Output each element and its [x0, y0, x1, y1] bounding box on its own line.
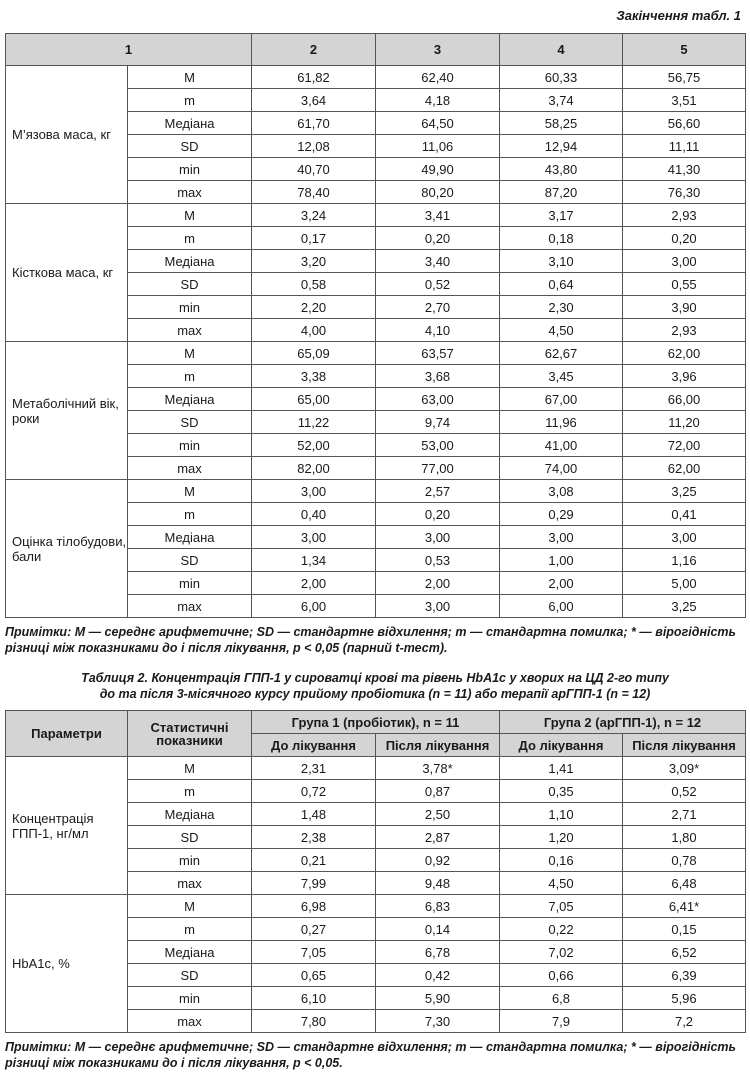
table-1-value-cell: 2,70 [376, 296, 500, 319]
table-1-stat-cell: max [128, 595, 252, 618]
table-1-value-cell: 3,00 [376, 526, 500, 549]
table-1-value-cell: 56,60 [623, 112, 746, 135]
table-1-stat-cell: m [128, 365, 252, 388]
table-1-value-cell: 41,30 [623, 158, 746, 181]
table-1-value-cell: 3,25 [623, 480, 746, 503]
table-1-stat-cell: Медіана [128, 388, 252, 411]
table-1-value-cell: 11,20 [623, 411, 746, 434]
table-1-body [6, 66, 746, 618]
table-1-value-cell: 0,20 [376, 503, 500, 526]
table-2-header-stat: Статистичні показники [128, 711, 252, 757]
table-2-value-cell: 1,80 [623, 826, 746, 849]
table-1-stat-cell: min [128, 434, 252, 457]
table-1-value-cell: 4,50 [500, 319, 623, 342]
table-1-row [6, 66, 746, 89]
table-1-value-cell: 12,94 [500, 135, 623, 158]
table-1-value-cell: 53,00 [376, 434, 500, 457]
table-2-value-cell: 0,21 [252, 849, 376, 872]
table-2-value-cell: 0,66 [500, 964, 623, 987]
table-1-value-cell: 3,51 [623, 89, 746, 112]
table-2-stat-cell: SD [128, 964, 252, 987]
table-1-value-cell: 3,96 [623, 365, 746, 388]
table-1-header-1: 1 [6, 34, 252, 66]
table-1-value-cell: 11,96 [500, 411, 623, 434]
table-1-value-cell: 0,20 [376, 227, 500, 250]
table-1-value-cell: 63,00 [376, 388, 500, 411]
table-2-value-cell: 0,72 [252, 780, 376, 803]
table-2-value-cell: 3,78* [376, 757, 500, 780]
table-1-value-cell: 67,00 [500, 388, 623, 411]
table-2-value-cell: 0,16 [500, 849, 623, 872]
table-1-stat-cell: max [128, 319, 252, 342]
table-1-param-cell: М’язова маса, кг [6, 66, 128, 204]
table-1-value-cell: 87,20 [500, 181, 623, 204]
table-1-value-cell: 3,00 [252, 526, 376, 549]
table-1-stat-cell: m [128, 503, 252, 526]
table-1-value-cell: 82,00 [252, 457, 376, 480]
table-1-value-cell: 72,00 [623, 434, 746, 457]
table-1-value-cell: 3,90 [623, 296, 746, 319]
table-2-header-row-1 [6, 711, 746, 734]
table-1-param-cell: Кісткова маса, кг [6, 204, 128, 342]
table-1-value-cell: 4,10 [376, 319, 500, 342]
table-1-value-cell: 0,55 [623, 273, 746, 296]
table-1-value-cell: 2,57 [376, 480, 500, 503]
table-1-value-cell: 58,25 [500, 112, 623, 135]
table-1-stat-cell: min [128, 296, 252, 319]
table-1-value-cell: 65,09 [252, 342, 376, 365]
table-2-header-g1-before: До лікування [252, 734, 376, 757]
table-1-stat-cell: M [128, 66, 252, 89]
table-1-value-cell: 4,00 [252, 319, 376, 342]
table-2-value-cell: 6,52 [623, 941, 746, 964]
table-2-caption-line-1: Таблиця 2. Концентрація ГПП-1 у сироватці крові та рівень HbA1c у хворих на ЦД 2-го типу [81, 671, 669, 685]
table-1-row [6, 342, 746, 365]
table-1-value-cell: 12,08 [252, 135, 376, 158]
table-1-value-cell: 43,80 [500, 158, 623, 181]
table-2-value-cell: 2,50 [376, 803, 500, 826]
table-1-value-cell: 4,18 [376, 89, 500, 112]
table-1-value-cell: 0,20 [623, 227, 746, 250]
table-2-value-cell: 0,27 [252, 918, 376, 941]
table-1-value-cell: 0,17 [252, 227, 376, 250]
table-2-value-cell: 7,99 [252, 872, 376, 895]
table-1-stat-cell: Медіана [128, 112, 252, 135]
table-1-value-cell: 0,52 [376, 273, 500, 296]
table-1-stat-cell: min [128, 158, 252, 181]
table-1-value-cell: 3,64 [252, 89, 376, 112]
table-2-value-cell: 5,96 [623, 987, 746, 1010]
table-2-param-cell: HbA1c, % [6, 895, 128, 1033]
table-1-value-cell: 3,17 [500, 204, 623, 227]
table-2-value-cell: 7,9 [500, 1010, 623, 1033]
table-2-value-cell: 7,80 [252, 1010, 376, 1033]
table-1-value-cell: 0,64 [500, 273, 623, 296]
table-1-value-cell: 66,00 [623, 388, 746, 411]
table-1-value-cell: 2,00 [376, 572, 500, 595]
table-1-stat-cell: SD [128, 273, 252, 296]
table-1-value-cell: 62,67 [500, 342, 623, 365]
table-2-value-cell: 0,15 [623, 918, 746, 941]
table-2-header-group-1: Група 1 (пробіотик), n = 11 [252, 711, 500, 734]
table-2-value-cell: 1,20 [500, 826, 623, 849]
table-2-value-cell: 6,39 [623, 964, 746, 987]
table-2-value-cell: 2,87 [376, 826, 500, 849]
table-2-header-param: Параметри [6, 711, 128, 757]
table-2 [5, 710, 746, 1033]
table-1-stat-cell: SD [128, 549, 252, 572]
table-2-value-cell: 0,65 [252, 964, 376, 987]
table-2-stat-cell: M [128, 757, 252, 780]
table-1-header-3: 3 [376, 34, 500, 66]
table-1-stat-cell: min [128, 572, 252, 595]
table-2-value-cell: 6,41* [623, 895, 746, 918]
table-1-value-cell: 2,93 [623, 204, 746, 227]
table-2-value-cell: 0,87 [376, 780, 500, 803]
table-2-stat-cell: Медіана [128, 941, 252, 964]
table-1-value-cell: 40,70 [252, 158, 376, 181]
table-2-value-cell: 0,35 [500, 780, 623, 803]
table-2-body [6, 757, 746, 1033]
table-1-param-cell: Метаболічний вік, роки [6, 342, 128, 480]
table-1-stat-cell: max [128, 457, 252, 480]
table-2-header-group-2: Група 2 (арГПП-1), n = 12 [500, 711, 746, 734]
table-2-value-cell: 2,38 [252, 826, 376, 849]
table-1-value-cell: 1,34 [252, 549, 376, 572]
table-1-value-cell: 3,68 [376, 365, 500, 388]
table-1-value-cell: 3,00 [500, 526, 623, 549]
table-2-note: Примітки: M — середнє арифметичне; SD — стандартне відхилення; m — стандартна помилка; * — вірогідність різниці між показниками до і після лікування, p < 0,05. [5, 1040, 736, 1070]
table-1-value-cell: 3,74 [500, 89, 623, 112]
table-1-stat-cell: M [128, 342, 252, 365]
table-1-value-cell: 2,93 [623, 319, 746, 342]
table-1-value-cell: 56,75 [623, 66, 746, 89]
table-2-value-cell: 6,8 [500, 987, 623, 1010]
table-1-header-5: 5 [623, 34, 746, 66]
table-1-header-4: 4 [500, 34, 623, 66]
table-2-stat-cell: m [128, 780, 252, 803]
table-1-value-cell: 0,40 [252, 503, 376, 526]
table-1-stat-cell: Медіана [128, 250, 252, 273]
table-2-value-cell: 7,2 [623, 1010, 746, 1033]
table-1-value-cell: 3,25 [623, 595, 746, 618]
table-2-value-cell: 6,10 [252, 987, 376, 1010]
table-1-value-cell: 3,41 [376, 204, 500, 227]
table-2-value-cell: 0,92 [376, 849, 500, 872]
table-2-value-cell: 0,78 [623, 849, 746, 872]
table-2-stat-cell: max [128, 872, 252, 895]
table-1-value-cell: 11,11 [623, 135, 746, 158]
table-1-value-cell: 3,10 [500, 250, 623, 273]
table-1-value-cell: 0,41 [623, 503, 746, 526]
table-1-value-cell: 11,06 [376, 135, 500, 158]
table-2-row [6, 757, 746, 780]
table-2-row [6, 895, 746, 918]
table-1-value-cell: 1,16 [623, 549, 746, 572]
table-1-value-cell: 3,08 [500, 480, 623, 503]
table-2-value-cell: 0,22 [500, 918, 623, 941]
table-1-value-cell: 2,00 [252, 572, 376, 595]
table-1-param-cell: Оцінка тілобудови, бали [6, 480, 128, 618]
table-1 [5, 33, 746, 618]
table-2-value-cell: 6,98 [252, 895, 376, 918]
table-2-value-cell: 2,71 [623, 803, 746, 826]
table-1-value-cell: 3,00 [252, 480, 376, 503]
table-1-value-cell: 0,53 [376, 549, 500, 572]
table-1-value-cell: 6,00 [500, 595, 623, 618]
table-1-value-cell: 6,00 [252, 595, 376, 618]
table-1-value-cell: 3,24 [252, 204, 376, 227]
table-2-value-cell: 6,78 [376, 941, 500, 964]
table-1-value-cell: 9,74 [376, 411, 500, 434]
table-2-header-g1-after: Після лікування [376, 734, 500, 757]
table-2-stat-cell: Медіана [128, 803, 252, 826]
table-2-value-cell: 0,14 [376, 918, 500, 941]
table-1-value-cell: 78,40 [252, 181, 376, 204]
table-1-value-cell: 62,40 [376, 66, 500, 89]
table-2-param-cell: Концентрація ГПП-1, нг/мл [6, 757, 128, 895]
table-1-value-cell: 3,45 [500, 365, 623, 388]
table-2-value-cell: 0,42 [376, 964, 500, 987]
table-1-value-cell: 65,00 [252, 388, 376, 411]
table-2-value-cell: 1,41 [500, 757, 623, 780]
table-2-header-g2-before: До лікування [500, 734, 623, 757]
table-1-value-cell: 3,38 [252, 365, 376, 388]
table-2-value-cell: 1,48 [252, 803, 376, 826]
table-1-value-cell: 64,50 [376, 112, 500, 135]
table-2-value-cell: 5,90 [376, 987, 500, 1010]
table-1-stat-cell: m [128, 227, 252, 250]
table-1-value-cell: 2,30 [500, 296, 623, 319]
table-1-value-cell: 62,00 [623, 457, 746, 480]
table-2-value-cell: 1,10 [500, 803, 623, 826]
table-2-value-cell: 2,31 [252, 757, 376, 780]
table-1-stat-cell: M [128, 204, 252, 227]
table-2-stat-cell: min [128, 987, 252, 1010]
table-1-row [6, 480, 746, 503]
table-2-value-cell: 7,30 [376, 1010, 500, 1033]
table-2-value-cell: 0,52 [623, 780, 746, 803]
table-1-value-cell: 5,00 [623, 572, 746, 595]
table-1-value-cell: 62,00 [623, 342, 746, 365]
table-2-value-cell: 7,05 [500, 895, 623, 918]
table-1-value-cell: 52,00 [252, 434, 376, 457]
table-1-value-cell: 0,18 [500, 227, 623, 250]
table-2-stat-cell: m [128, 918, 252, 941]
table-1-value-cell: 63,57 [376, 342, 500, 365]
table-1-stat-cell: max [128, 181, 252, 204]
table-2-stat-cell: SD [128, 826, 252, 849]
table-1-value-cell: 3,40 [376, 250, 500, 273]
table-1-stat-cell: m [128, 89, 252, 112]
table-1-row [6, 204, 746, 227]
table-1-value-cell: 3,00 [623, 526, 746, 549]
table-2-caption [5, 670, 745, 702]
table-2-value-cell: 6,48 [623, 872, 746, 895]
table-1-value-cell: 76,30 [623, 181, 746, 204]
table-1-value-cell: 74,00 [500, 457, 623, 480]
table-1-stat-cell: SD [128, 135, 252, 158]
table-1-value-cell: 3,00 [623, 250, 746, 273]
table-1-value-cell: 0,29 [500, 503, 623, 526]
table-1-value-cell: 3,00 [376, 595, 500, 618]
table-1-header-row [6, 34, 746, 66]
table-1-stat-cell: M [128, 480, 252, 503]
table-1-value-cell: 60,33 [500, 66, 623, 89]
table-2-header-g2-after: Після лікування [623, 734, 746, 757]
table-1-note: Примітки: M — середнє арифметичне; SD — стандартне відхилення; m — стандартна помилка; * — вірогідність різниці між показниками до і після лікування, p < 0,05 (парний t-тест). [5, 625, 736, 655]
table-1-value-cell: 41,00 [500, 434, 623, 457]
table-1-value-cell: 2,00 [500, 572, 623, 595]
table-1-value-cell: 3,20 [252, 250, 376, 273]
continuation-label: Закінчення табл. 1 [616, 8, 741, 23]
table-1-value-cell: 0,58 [252, 273, 376, 296]
table-2-caption-line-2: до та після 3-місячного курсу прийому пробіотика (n = 11) або терапії арГПП-1 (n = 12) [99, 687, 651, 701]
table-1-value-cell: 77,00 [376, 457, 500, 480]
table-2-value-cell: 3,09* [623, 757, 746, 780]
table-2-stat-cell: min [128, 849, 252, 872]
table-1-header-2: 2 [252, 34, 376, 66]
table-1-value-cell: 1,00 [500, 549, 623, 572]
table-1-value-cell: 49,90 [376, 158, 500, 181]
table-1-value-cell: 80,20 [376, 181, 500, 204]
table-2-value-cell: 6,83 [376, 895, 500, 918]
table-2-value-cell: 7,05 [252, 941, 376, 964]
table-1-stat-cell: Медіана [128, 526, 252, 549]
table-2-stat-cell: M [128, 895, 252, 918]
table-2-value-cell: 4,50 [500, 872, 623, 895]
table-1-stat-cell: SD [128, 411, 252, 434]
table-1-value-cell: 2,20 [252, 296, 376, 319]
table-2-stat-cell: max [128, 1010, 252, 1033]
table-1-value-cell: 11,22 [252, 411, 376, 434]
table-2-value-cell: 7,02 [500, 941, 623, 964]
table-1-value-cell: 61,70 [252, 112, 376, 135]
table-2-value-cell: 9,48 [376, 872, 500, 895]
table-1-value-cell: 61,82 [252, 66, 376, 89]
